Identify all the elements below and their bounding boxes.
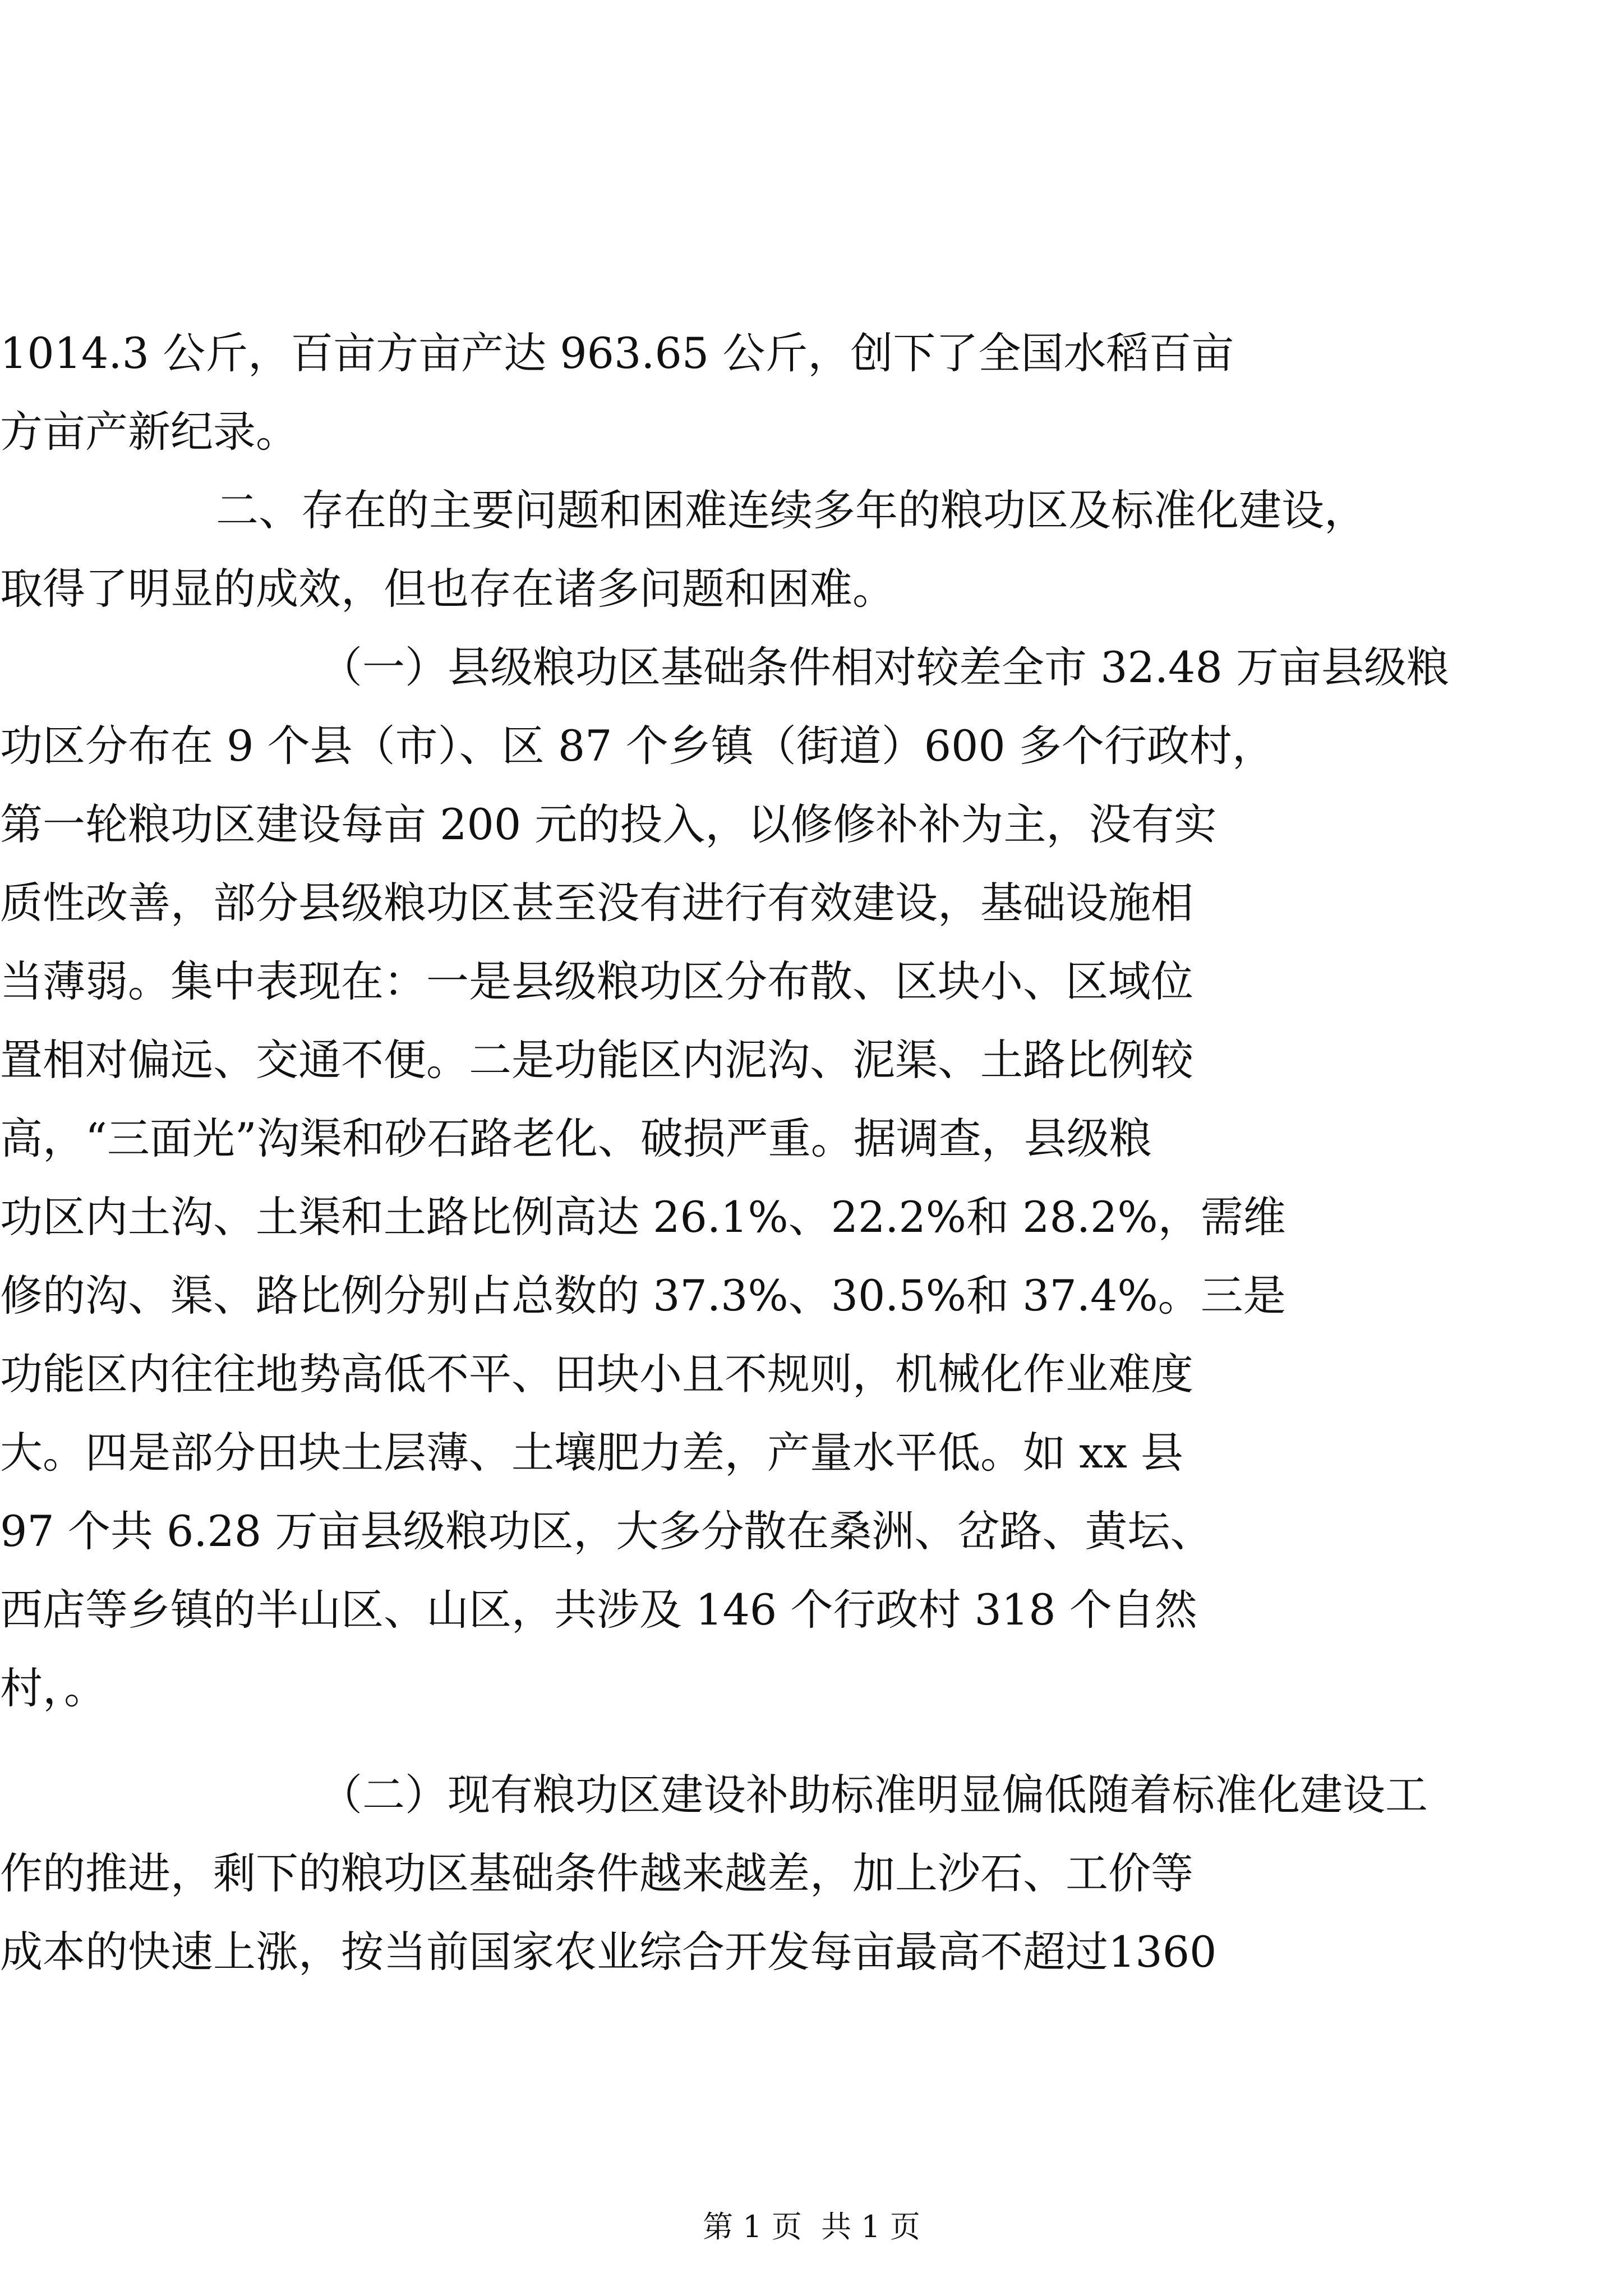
text-line: 方亩产新纪录。	[0, 407, 298, 457]
subsection-heading-line: （二）现有粮功区建设补助标准明显偏低随着标准化建设工	[320, 1770, 1428, 1820]
text-line: 取得了明显的成效，但也存在诸多问题和困难。	[0, 564, 895, 614]
text-line: 大。四是部分田块土层薄、土壤肥力差，产量水平低。如 xx 县	[0, 1428, 1184, 1478]
text-line: 第一轮粮功区建设每亩 200 元的投入，以修修补补为主，没有实	[0, 799, 1217, 849]
text-line: 1014.3 公斤，百亩方亩产达 963.65 公斤，创下了全国水稻百亩	[0, 328, 1234, 378]
text-line: 成本的快速上涨，按当前国家农业综合开发每亩最高不超过1360	[0, 1927, 1217, 1977]
section-heading-line: 二、存在的主要问题和困难连续多年的粮功区及标准化建设，	[216, 485, 1367, 535]
text-line: 村，。	[0, 1663, 107, 1713]
text-line: 修的沟、渠、路比例分别占总数的 37.3%、30.5%和 37.4%。三是	[0, 1271, 1286, 1320]
text-line: 功区分布在 9 个县（市）、区 87 个乡镇（街道）600 多个行政村，	[0, 721, 1275, 771]
subsection-heading-line: （一）县级粮功区基础条件相对较差全市 32.48 万亩县级粮	[320, 642, 1449, 692]
text-line: 西店等乡镇的半山区、山区，共涉及 146 个行政村 318 个自然	[0, 1585, 1197, 1635]
text-line: 质性改善，部分县级粮功区甚至没有进行有效建设，基础设施相	[0, 878, 1193, 928]
text-line: 97 个共 6.28 万亩县级粮功区，大多分散在桑洲、岔路、黄坛、	[0, 1506, 1213, 1556]
text-line: 高，“三面光”沟渠和砂石路老化、破损严重。据调查，县级粮	[0, 1114, 1152, 1163]
text-line: 功能区内往往地势高低不平、田块小且不规则，机械化作业难度	[0, 1349, 1193, 1399]
text-line: 当薄弱。集中表现在：一是县级粮功区分布散、区块小、区域位	[0, 956, 1193, 1006]
text-line: 作的推进，剩下的粮功区基础条件越来越差，加上沙石、工价等	[0, 1848, 1193, 1898]
text-line: 置相对偏远、交通不便。二是功能区内泥沟、泥渠、土路比例较	[0, 1035, 1193, 1085]
page-footer: 第 1 页 共 1 页	[703, 2209, 920, 2244]
text-line: 功区内土沟、土渠和土路比例高达 26.1%、22.2%和 28.2%，需维	[0, 1192, 1286, 1242]
